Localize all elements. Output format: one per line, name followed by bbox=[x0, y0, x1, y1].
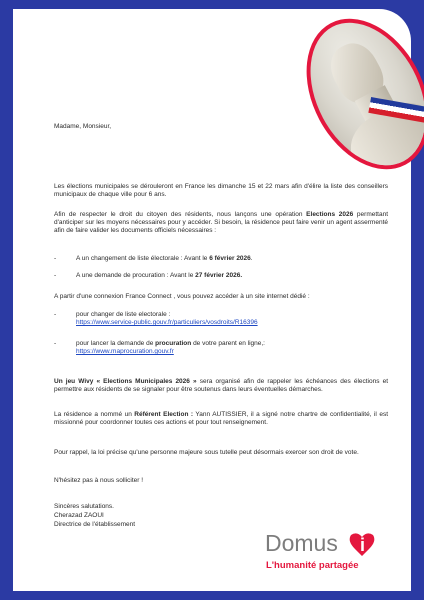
svg-text:i: i bbox=[360, 535, 366, 555]
maprocuration-link[interactable]: https://www.maprocuration.gouv.fr bbox=[76, 348, 174, 356]
paragraph-intro: Les élections municipales se dérouleront en France les dimanche 15 et 22 mars afin d'élire la liste des conseillers municipaux de chaque ville pour 6 ans. bbox=[54, 183, 388, 199]
paragraph-operation: Afin de respecter le droit du citoyen des résidents, nous lançons une opération Elections 2026 permettant d'anticiper sur les moyens nécessaires pour y accéder. Si besoin, la résidence peut faire venir un agent assermenté afin de faire valider les documents officiels nécessaires : bbox=[54, 211, 388, 235]
paragraph-wivy-game: Un jeu Wivy « Elections Municipales 2026 » sera organisé afin de rappeler les échéances des élections et permettre aux résidents de se signaler pour être soutenus dans leurs éventuelles démarches. bbox=[54, 378, 389, 394]
service-public-link[interactable]: https://www.service-public.gouv.fr/particuliers/vosdroits/R16396 bbox=[76, 319, 258, 327]
signer-name: Cherazad ZAOUI bbox=[54, 512, 104, 519]
paragraph-france-connect: A partir d'une connexion France Connect , vous pouvez accéder à un site internet dédié : bbox=[54, 293, 310, 300]
link-item-electoral-list: pour changer de liste electorale : https://www.service-public.gouv.fr/particuliers/vosdroits/R16396 bbox=[76, 311, 388, 327]
paragraph-contact: N'hésitez pas à nous solliciter ! bbox=[54, 477, 144, 484]
deadline-procuration: A une demande de procuration : Avant le 27 février 2026. bbox=[76, 272, 243, 279]
salutation: Madame, Monsieur, bbox=[54, 123, 112, 130]
domusvi-logo bbox=[265, 529, 395, 577]
svg-text:Domus: Domus bbox=[265, 530, 338, 556]
link-item-procuration: pour lancer la demande de procuration de votre parent en ligne,: https://www.maprocuration.gouv.fr bbox=[76, 340, 388, 356]
logo-tagline: L'humanité partagée bbox=[266, 560, 359, 571]
paragraph-referent: La résidence a nommé un Référent Election : Yann AUTISSIER, il a signé notre chartre de confidentialité, il est missionné pour coordonner toutes ces actions et pour tout renseignement. bbox=[54, 411, 389, 427]
deadline-electoral-list: A un changement de liste électorale : Avant le 6 février 2026. bbox=[76, 255, 253, 262]
paragraph-guardianship: Pour rappel, la loi précise qu'une personne majeure sous tutelle peut désormais exercer son droit de vote. bbox=[54, 449, 359, 456]
signer-title: Directrice de l'établissement bbox=[54, 521, 136, 528]
closing: Sincères salutations. bbox=[54, 503, 114, 510]
